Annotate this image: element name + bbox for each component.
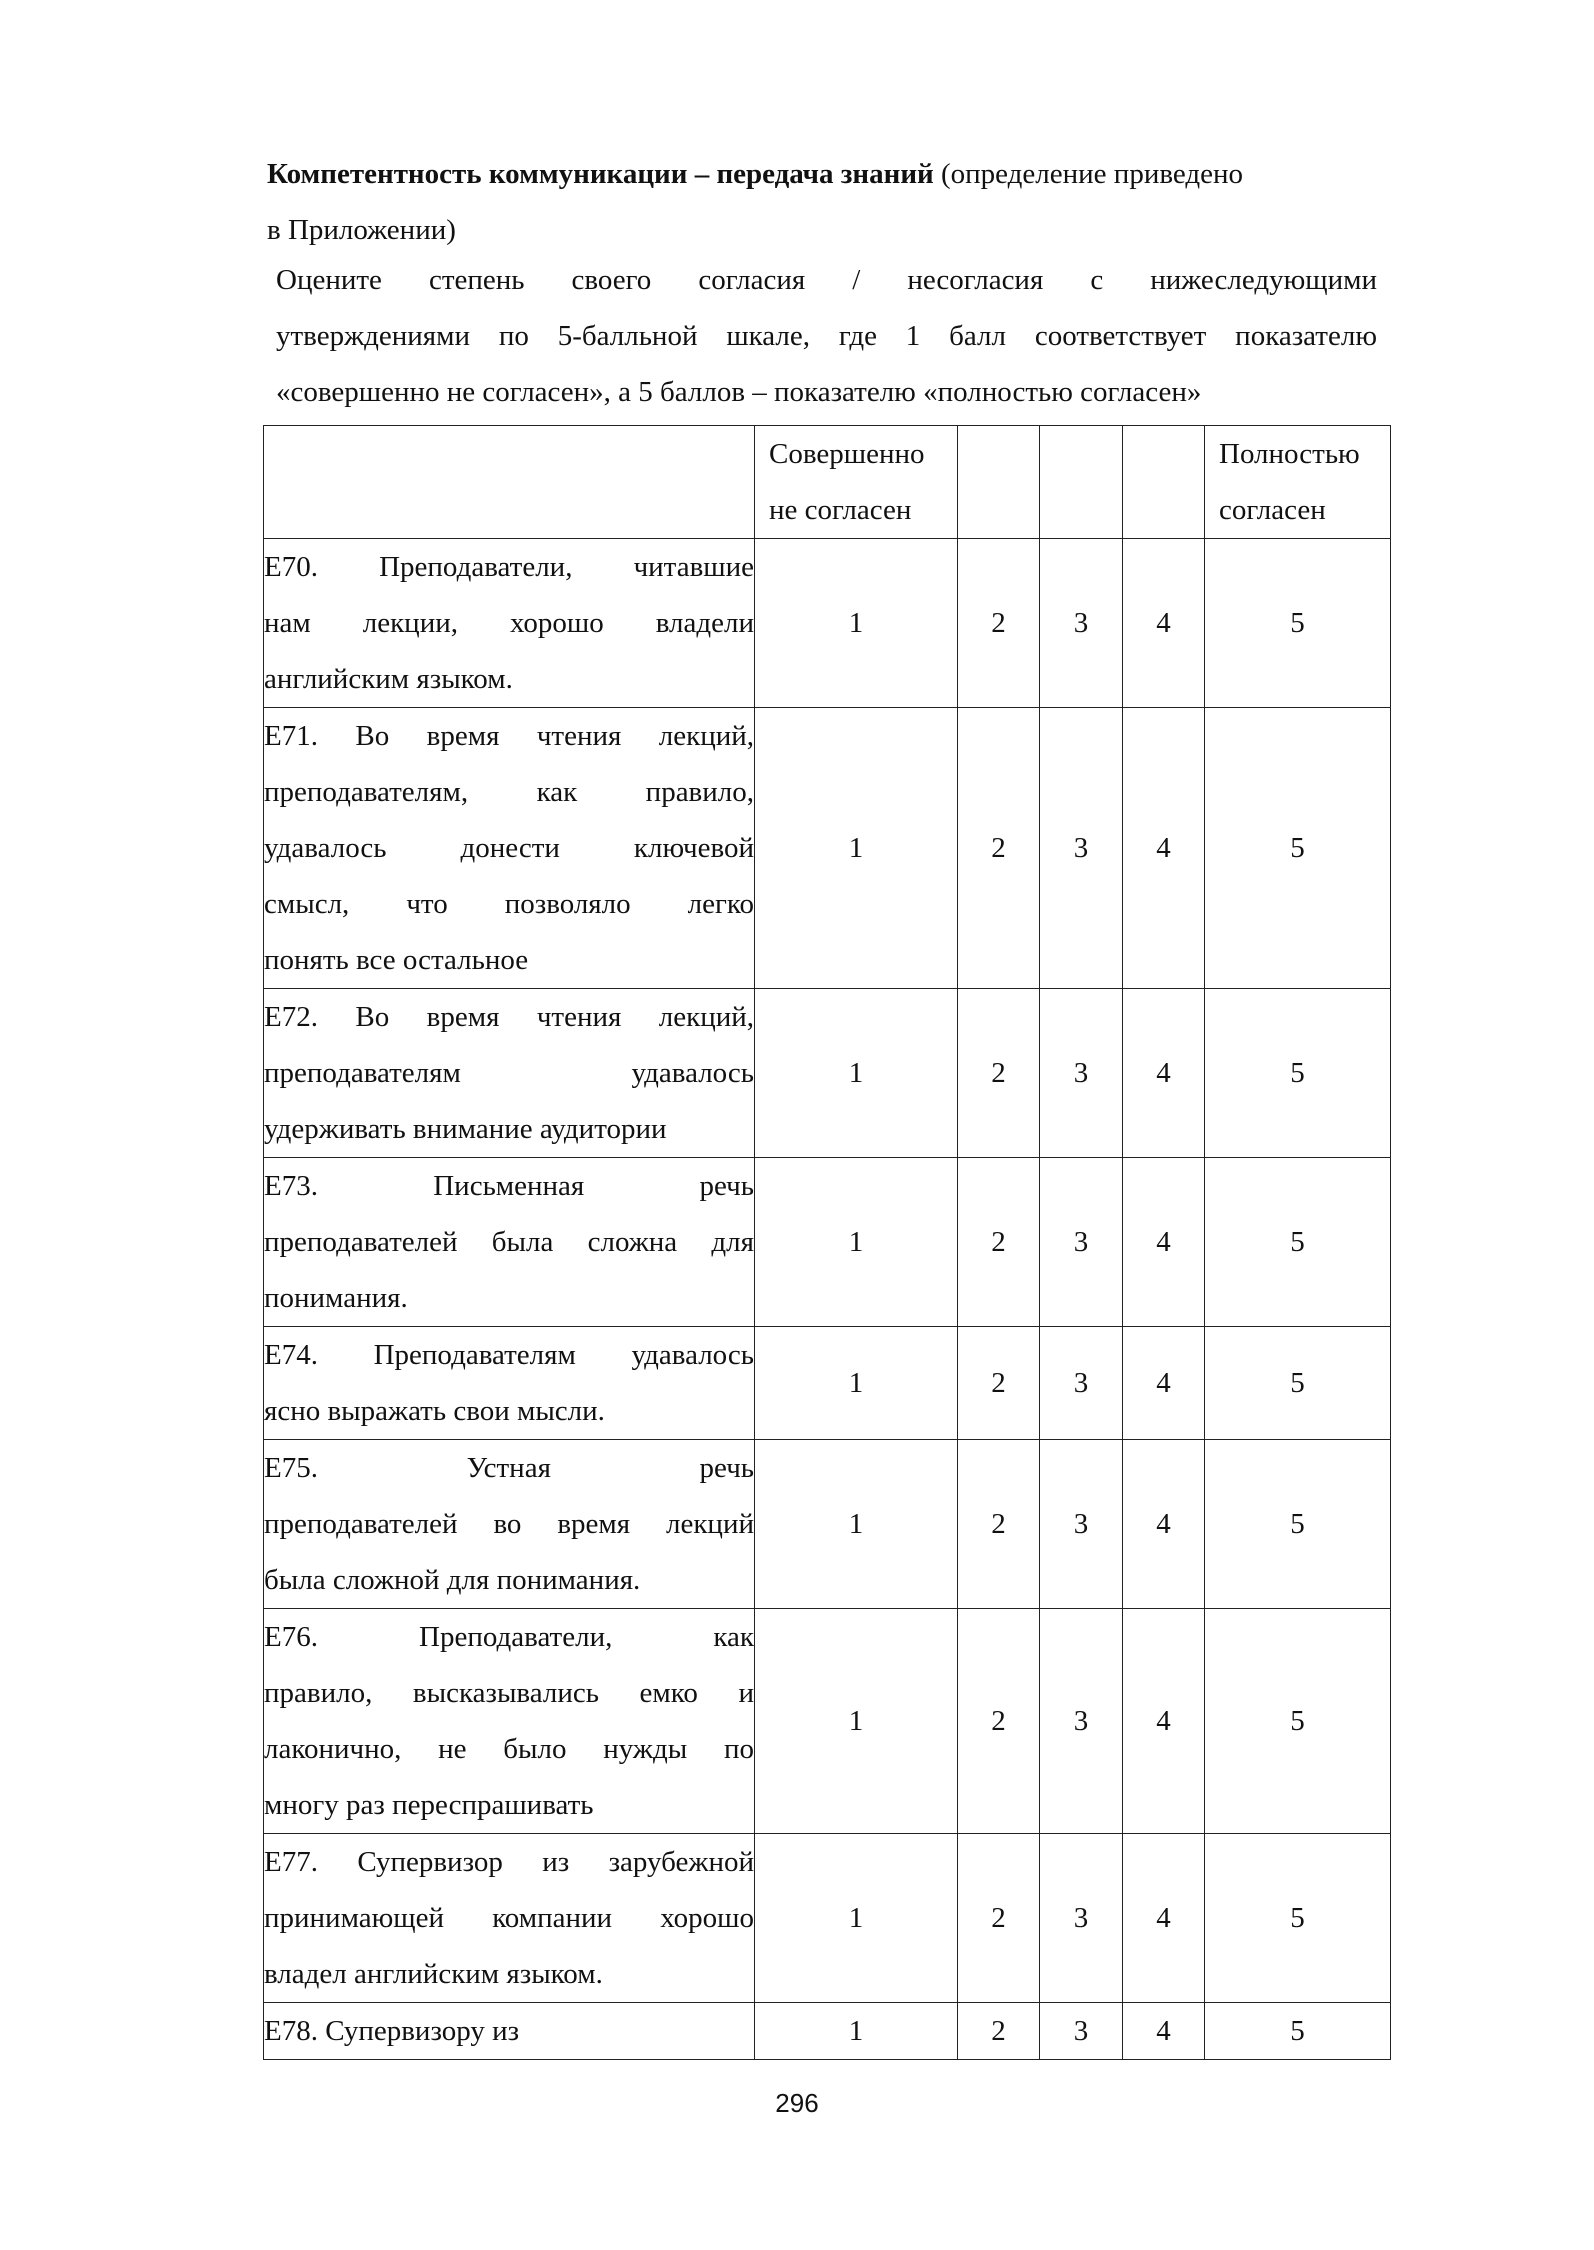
score-cell: 4 xyxy=(1123,1440,1205,1609)
header-col5-line2: согласен xyxy=(1219,494,1326,526)
table-row xyxy=(264,1609,1391,1834)
statement-line: E71. Во время чтения лекций, xyxy=(264,720,754,752)
table-row xyxy=(264,2003,1391,2060)
table-row xyxy=(264,1327,1391,1440)
score-cell: 1 xyxy=(755,989,958,1158)
score-cell: 2 xyxy=(958,1158,1040,1327)
score-cell: 5 xyxy=(1205,1158,1391,1327)
table-row xyxy=(264,708,1391,989)
score-cell: 2 xyxy=(958,1609,1040,1834)
table-header-row xyxy=(264,426,1391,539)
statement-line: была сложной для понимания. xyxy=(264,1564,641,1596)
likert-table xyxy=(263,425,1391,2060)
statement-cell xyxy=(264,539,755,708)
heading-bold: Компетентность коммуникации – передача знаний xyxy=(267,158,934,190)
statement-cell xyxy=(264,1834,755,2003)
score-cell: 1 xyxy=(755,1609,958,1834)
instruction-line: утверждениями по 5-балльной шкале, где 1 балл соответствует показателю xyxy=(276,320,1377,352)
score-cell: 4 xyxy=(1123,1327,1205,1440)
statement-line: удавалось донести ключевой xyxy=(264,832,754,864)
table-row xyxy=(264,1440,1391,1609)
statement-line: нам лекции, хорошо владели xyxy=(264,607,754,639)
score-cell: 2 xyxy=(958,2003,1040,2060)
score-cell: 3 xyxy=(1040,1158,1123,1327)
statement-line: E70. Преподаватели, читавшие xyxy=(264,551,754,583)
instruction-line: «совершенно не согласен», а 5 баллов – показателю «полностью согласен» xyxy=(276,376,1202,408)
score-cell: 4 xyxy=(1123,1609,1205,1834)
statement-line: E78. Супервизору из xyxy=(264,2015,520,2047)
score-cell: 5 xyxy=(1205,2003,1391,2060)
table-row xyxy=(264,1158,1391,1327)
score-cell: 2 xyxy=(958,539,1040,708)
table-row xyxy=(264,989,1391,1158)
table-body xyxy=(264,539,1391,2060)
score-cell: 1 xyxy=(755,1440,958,1609)
statement-line: преподавателей была сложна для xyxy=(264,1226,754,1258)
statement-line: английским языком. xyxy=(264,663,513,695)
score-cell: 4 xyxy=(1123,708,1205,989)
score-cell: 3 xyxy=(1040,1834,1123,2003)
score-cell: 3 xyxy=(1040,1440,1123,1609)
statement-line: понять все остальное xyxy=(264,944,529,976)
score-cell: 2 xyxy=(958,1834,1040,2003)
score-cell: 1 xyxy=(755,539,958,708)
statement-line: преподавателям, как правило, xyxy=(264,776,754,808)
score-cell: 4 xyxy=(1123,989,1205,1158)
section-heading xyxy=(267,146,1377,258)
score-cell: 4 xyxy=(1123,539,1205,708)
header-col1-line1: Совершенно xyxy=(769,438,925,470)
statement-line: преподавателям удавалось xyxy=(264,1057,754,1089)
header-col1 xyxy=(755,426,958,539)
header-col2 xyxy=(958,426,1040,539)
score-cell: 5 xyxy=(1205,1440,1391,1609)
header-col1-line2: не согласен xyxy=(769,494,912,526)
table-row xyxy=(264,539,1391,708)
score-cell: 1 xyxy=(755,1834,958,2003)
statement-cell xyxy=(264,989,755,1158)
score-cell: 2 xyxy=(958,708,1040,989)
instruction-line: Оцените степень своего согласия / несогласия с нижеследующими xyxy=(276,264,1377,296)
score-cell: 3 xyxy=(1040,2003,1123,2060)
score-cell: 3 xyxy=(1040,539,1123,708)
header-col3 xyxy=(1040,426,1123,539)
statement-line: E73. Письменная речь xyxy=(264,1170,754,1202)
heading-rest-line2: в Приложении) xyxy=(267,214,456,246)
statement-line: правило, высказывались емко и xyxy=(264,1677,754,1709)
score-cell: 3 xyxy=(1040,1609,1123,1834)
statement-cell xyxy=(264,1609,755,1834)
statement-cell xyxy=(264,1327,755,1440)
score-cell: 4 xyxy=(1123,2003,1205,2060)
score-cell: 2 xyxy=(958,989,1040,1158)
statement-line: лаконично, не было нужды по xyxy=(264,1733,754,1765)
score-cell: 3 xyxy=(1040,1327,1123,1440)
score-cell: 3 xyxy=(1040,708,1123,989)
statement-line: преподавателей во время лекций xyxy=(264,1508,754,1540)
heading-rest: (определение приведено xyxy=(933,158,1243,190)
score-cell: 5 xyxy=(1205,1609,1391,1834)
statement-cell xyxy=(264,2003,755,2060)
score-cell: 2 xyxy=(958,1440,1040,1609)
instruction-text xyxy=(276,252,1377,420)
header-col4 xyxy=(1123,426,1205,539)
score-cell: 1 xyxy=(755,2003,958,2060)
statement-cell xyxy=(264,1158,755,1327)
score-cell: 4 xyxy=(1123,1834,1205,2003)
score-cell: 1 xyxy=(755,1327,958,1440)
statement-cell xyxy=(264,1440,755,1609)
statement-cell xyxy=(264,708,755,989)
score-cell: 1 xyxy=(755,708,958,989)
page-number: 296 xyxy=(775,2088,819,2118)
statement-line: ясно выражать свои мысли. xyxy=(264,1395,605,1427)
score-cell: 5 xyxy=(1205,708,1391,989)
score-cell: 5 xyxy=(1205,1834,1391,2003)
score-cell: 5 xyxy=(1205,1327,1391,1440)
statement-line: понимания. xyxy=(264,1282,408,1314)
statement-line: E75. Устная речь xyxy=(264,1452,754,1484)
score-cell: 4 xyxy=(1123,1158,1205,1327)
header-empty-cell xyxy=(264,426,755,539)
table-row xyxy=(264,1834,1391,2003)
score-cell: 1 xyxy=(755,1158,958,1327)
statement-line: владел английским языком. xyxy=(264,1958,603,1990)
statement-line: E76. Преподаватели, как xyxy=(264,1621,754,1653)
score-cell: 3 xyxy=(1040,989,1123,1158)
statement-line: E74. Преподавателям удавалось xyxy=(264,1339,754,1371)
statement-line: принимающей компании хорошо xyxy=(264,1902,754,1934)
statement-line: многу раз переспрашивать xyxy=(264,1789,594,1821)
statement-line: смысл, что позволяло легко xyxy=(264,888,754,920)
score-cell: 2 xyxy=(958,1327,1040,1440)
statement-line: E77. Супервизор из зарубежной xyxy=(264,1846,754,1878)
statement-line: E72. Во время чтения лекций, xyxy=(264,1001,754,1033)
score-cell: 5 xyxy=(1205,989,1391,1158)
statement-line: удерживать внимание аудитории xyxy=(264,1113,667,1145)
score-cell: 5 xyxy=(1205,539,1391,708)
header-col5 xyxy=(1205,426,1391,539)
header-col5-line1: Полностью xyxy=(1219,438,1360,470)
